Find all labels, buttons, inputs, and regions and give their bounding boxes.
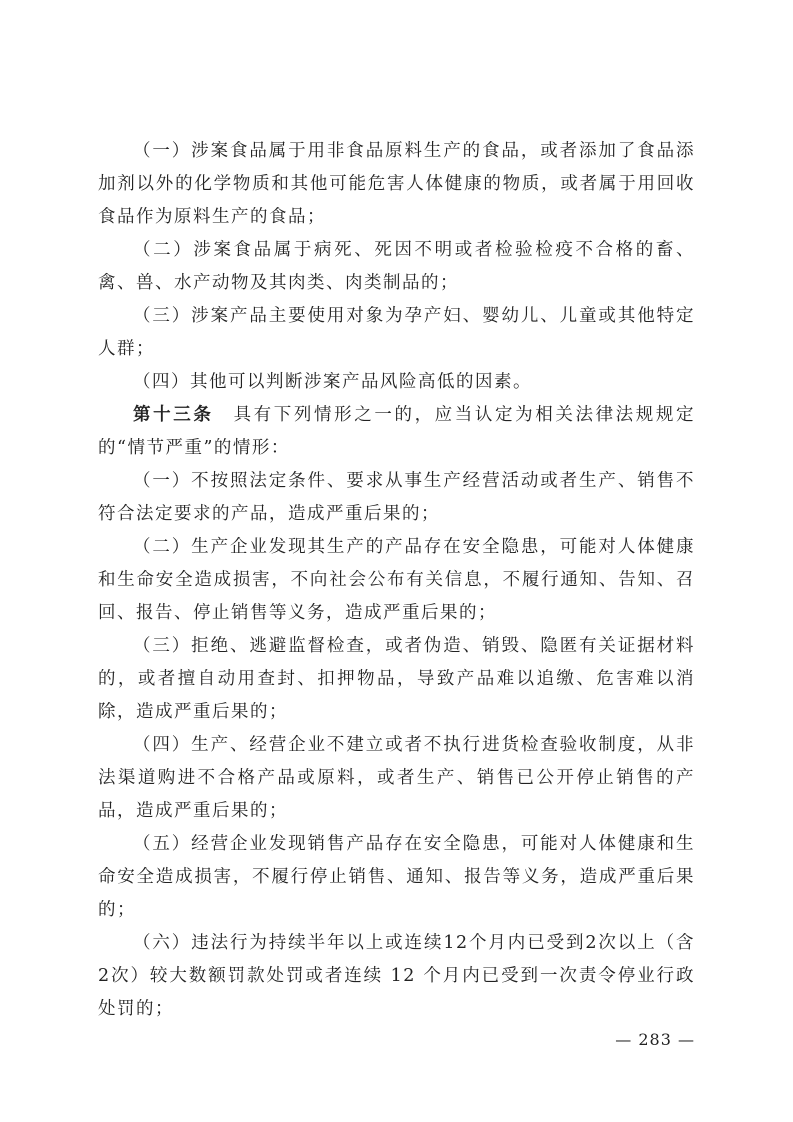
page-number: — 283 — bbox=[615, 1030, 695, 1049]
paragraph-text: （二）涉案食品属于病死、死因不明或者检验检疫不合格的畜、禽、兽、水产动物及其肉类、肉类制品的； bbox=[98, 240, 695, 293]
paragraph-8 bbox=[98, 630, 695, 729]
paragraph-text: （四）生产、经营企业不建立或者不执行进货检查验收制度，从非法渠道购进不合格产品或原料，或者生产、销售已公开停止销售的产品，造成严重后果的； bbox=[98, 735, 695, 821]
paragraph-7 bbox=[98, 531, 695, 630]
paragraph-text: （三）涉案产品主要使用对象为孕产妇、婴幼儿、儿童或其他特定人群； bbox=[98, 306, 695, 359]
paragraph-3 bbox=[98, 300, 695, 366]
paragraph-text: （五）经营企业发现销售产品存在安全隐患，可能对人体健康和生命安全造成损害，不履行停止销售、通知、报告等义务，造成严重后果的； bbox=[98, 834, 695, 920]
paragraph-9 bbox=[98, 729, 695, 828]
paragraph-10 bbox=[98, 828, 695, 927]
paragraph-4 bbox=[98, 366, 695, 399]
paragraph-6 bbox=[98, 465, 695, 531]
paragraph-1 bbox=[98, 135, 695, 234]
body-text bbox=[98, 135, 695, 1026]
article-13 bbox=[98, 399, 695, 465]
paragraph-11 bbox=[98, 927, 695, 1026]
paragraph-text: （六）违法行为持续半年以上或连续12个月内已受到2次以上（含2次）较大数额罚款处罚或者连续 12 个月内已受到一次责令停业行政处罚的； bbox=[98, 933, 695, 1019]
article-heading: 第十三条 bbox=[133, 405, 214, 425]
paragraph-text: （一）涉案食品属于用非食品原料生产的食品，或者添加了食品添加剂以外的化学物质和其他可能危害人体健康的物质，或者属于用回收食品作为原料生产的食品； bbox=[98, 141, 695, 227]
paragraph-text: （一）不按照法定条件、要求从事生产经营活动或者生产、销售不符合法定要求的产品，造成严重后果的； bbox=[98, 471, 695, 524]
paragraph-text: （四）其他可以判断涉案产品风险高低的因素。 bbox=[133, 372, 532, 392]
paragraph-text: （二）生产企业发现其生产的产品存在安全隐患，可能对人体健康和生命安全造成损害，不向社会公布有关信息，不履行通知、告知、召回、报告、停止销售等义务，造成严重后果的； bbox=[98, 537, 695, 623]
paragraph-2 bbox=[98, 234, 695, 300]
paragraph-text: 具有下列情形之一的，应当认定为相关法律法规规定的“情节严重”的情形： bbox=[98, 405, 696, 458]
paragraph-text: （三）拒绝、逃避监督检查，或者伪造、销毁、隐匿有关证据材料的，或者擅自动用查封、扣押物品，导致产品难以追缴、危害难以消除，造成严重后果的； bbox=[98, 636, 695, 722]
